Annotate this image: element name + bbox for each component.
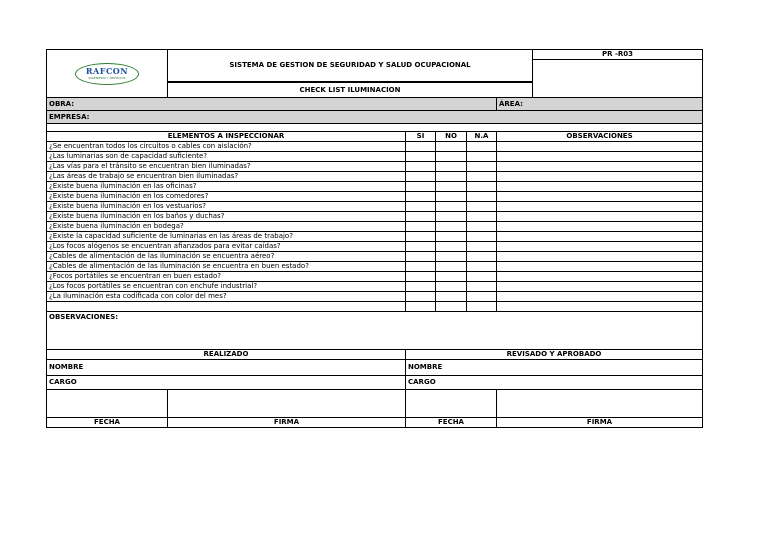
- item-question: ¿Cables de alimentación de las iluminación se encuentra en buen estado?: [47, 262, 406, 272]
- no-cell[interactable]: [436, 282, 467, 292]
- table-row: [47, 272, 703, 282]
- si-cell[interactable]: [406, 172, 436, 182]
- table-row: [47, 252, 703, 262]
- no-cell[interactable]: [436, 182, 467, 192]
- code-blank-cell: [533, 60, 703, 98]
- checklist-subtitle: CHECK LIST ILUMINACION: [168, 82, 533, 98]
- col-na: N.A: [467, 132, 497, 142]
- table-row: [47, 162, 703, 172]
- firma-label-realizado: FIRMA: [168, 418, 406, 428]
- table-row: [47, 152, 703, 162]
- observation-cell[interactable]: [497, 172, 703, 182]
- table-row: [47, 172, 703, 182]
- col-elementos: ELEMENTOS A INSPECCIONAR: [47, 132, 406, 142]
- no-cell[interactable]: [436, 212, 467, 222]
- table-row: [47, 302, 703, 312]
- no-cell[interactable]: [436, 162, 467, 172]
- si-cell[interactable]: [406, 212, 436, 222]
- observation-cell[interactable]: [497, 232, 703, 242]
- observation-cell[interactable]: [497, 202, 703, 212]
- observation-cell[interactable]: [497, 302, 703, 312]
- obra-field: OBRA:: [47, 98, 497, 111]
- checklist-table: [46, 49, 703, 428]
- item-question: ¿Existe buena iluminación en los baños y duchas?: [47, 212, 406, 222]
- table-row: [47, 292, 703, 302]
- si-cell[interactable]: [406, 162, 436, 172]
- na-cell[interactable]: [467, 192, 497, 202]
- fecha-label-revisado: FECHA: [406, 418, 497, 428]
- item-question: ¿Existe buena iluminación en los vestuarios?: [47, 202, 406, 212]
- si-cell[interactable]: [406, 262, 436, 272]
- si-cell[interactable]: [406, 192, 436, 202]
- firma-label-revisado: FIRMA: [497, 418, 703, 428]
- table-row: [47, 192, 703, 202]
- item-question: ¿Existe buena iluminación en bodega?: [47, 222, 406, 232]
- observation-cell[interactable]: [497, 262, 703, 272]
- no-cell[interactable]: [436, 262, 467, 272]
- col-no: NO: [436, 132, 467, 142]
- no-cell[interactable]: [436, 172, 467, 182]
- no-cell[interactable]: [436, 302, 467, 312]
- nombre-revisado[interactable]: NOMBRE: [406, 360, 703, 376]
- nombre-realizado[interactable]: NOMBRE: [47, 360, 406, 376]
- observation-cell[interactable]: [497, 272, 703, 282]
- na-cell[interactable]: [467, 302, 497, 312]
- document-code: PR -R03: [533, 50, 703, 60]
- item-question: ¿Las áreas de trabajo se encuentran bien iluminadas?: [47, 172, 406, 182]
- table-row: [47, 282, 703, 292]
- cargo-revisado[interactable]: CARGO: [406, 376, 703, 390]
- table-row: [47, 232, 703, 242]
- realizado-header: REALIZADO: [47, 350, 406, 360]
- no-cell[interactable]: [436, 142, 467, 152]
- no-cell[interactable]: [436, 222, 467, 232]
- observation-cell[interactable]: [497, 212, 703, 222]
- no-cell[interactable]: [436, 232, 467, 242]
- si-cell[interactable]: [406, 282, 436, 292]
- observation-cell[interactable]: [497, 162, 703, 172]
- area-field: ÁREA:: [497, 98, 703, 111]
- firma-realizado-box[interactable]: [168, 390, 406, 418]
- si-cell[interactable]: [406, 292, 436, 302]
- table-row: [47, 202, 703, 212]
- item-question: ¿Cables de alimentación de las iluminación se encuentra aéreo?: [47, 252, 406, 262]
- item-question: ¿Las luminarias son de capacidad suficiente?: [47, 152, 406, 162]
- rafcon-logo: RAFCON INGENIERIA Y SERVICIOS: [75, 63, 139, 85]
- na-cell[interactable]: [467, 292, 497, 302]
- na-cell[interactable]: [467, 262, 497, 272]
- observation-cell[interactable]: [497, 192, 703, 202]
- logo-cell: [47, 50, 168, 98]
- observation-cell[interactable]: [497, 252, 703, 262]
- no-cell[interactable]: [436, 152, 467, 162]
- si-cell[interactable]: [406, 152, 436, 162]
- na-cell[interactable]: [467, 202, 497, 212]
- item-question: ¿Existe buena iluminación en los comedores?: [47, 192, 406, 202]
- observation-cell[interactable]: [497, 182, 703, 192]
- table-row: [47, 142, 703, 152]
- na-cell[interactable]: [467, 252, 497, 262]
- si-cell[interactable]: [406, 252, 436, 262]
- col-observaciones: OBSERVACIONES: [497, 132, 703, 142]
- cargo-realizado[interactable]: CARGO: [47, 376, 406, 390]
- spacer-row: [47, 124, 703, 132]
- no-cell[interactable]: [436, 252, 467, 262]
- observation-cell[interactable]: [497, 142, 703, 152]
- observations-label: OBSERVACIONES:: [49, 313, 119, 321]
- na-cell[interactable]: [467, 232, 497, 242]
- fecha-realizado-box[interactable]: [47, 390, 168, 418]
- si-cell[interactable]: [406, 272, 436, 282]
- na-cell[interactable]: [467, 272, 497, 282]
- no-cell[interactable]: [436, 272, 467, 282]
- col-si: SI: [406, 132, 436, 142]
- item-question: ¿La iluminación esta codificada con color del mes?: [47, 292, 406, 302]
- item-question: ¿Los focos portátiles se encuentran con enchufe industrial?: [47, 282, 406, 292]
- table-row: [47, 182, 703, 192]
- firma-revisado-box[interactable]: [497, 390, 703, 418]
- item-question: ¿Existe buena iluminación en las oficinas?: [47, 182, 406, 192]
- table-row: [47, 212, 703, 222]
- si-cell[interactable]: [406, 302, 436, 312]
- item-question: ¿Focos portátiles se encuentran en buen estado?: [47, 272, 406, 282]
- item-question: ¿Los focos alógenos se encuentran afianzados para evitar caídas?: [47, 242, 406, 252]
- na-cell[interactable]: [467, 182, 497, 192]
- fecha-label-realizado: FECHA: [47, 418, 168, 428]
- empresa-field: EMPRESA:: [47, 111, 703, 124]
- checklist-sheet: [46, 49, 702, 428]
- table-row: [47, 242, 703, 252]
- na-cell[interactable]: [467, 282, 497, 292]
- no-cell[interactable]: [436, 202, 467, 212]
- table-row: [47, 222, 703, 232]
- item-question: ¿Se encuentran todos los circuitos o cables con aislación?: [47, 142, 406, 152]
- observation-cell[interactable]: [497, 292, 703, 302]
- no-cell[interactable]: [436, 242, 467, 252]
- observation-cell[interactable]: [497, 282, 703, 292]
- no-cell[interactable]: [436, 192, 467, 202]
- si-cell[interactable]: [406, 232, 436, 242]
- observation-cell[interactable]: [497, 222, 703, 232]
- fecha-revisado-box[interactable]: [406, 390, 497, 418]
- item-question-empty[interactable]: [47, 302, 406, 312]
- no-cell[interactable]: [436, 292, 467, 302]
- si-cell[interactable]: [406, 182, 436, 192]
- na-cell[interactable]: [467, 172, 497, 182]
- na-cell[interactable]: [467, 142, 497, 152]
- si-cell[interactable]: [406, 222, 436, 232]
- general-observations[interactable]: [47, 312, 703, 350]
- revisado-header: REVISADO Y APROBADO: [406, 350, 703, 360]
- si-cell[interactable]: [406, 242, 436, 252]
- si-cell[interactable]: [406, 202, 436, 212]
- document-title: SISTEMA DE GESTION DE SEGURIDAD Y SALUD OCUPACIONAL: [168, 50, 533, 83]
- na-cell[interactable]: [467, 212, 497, 222]
- si-cell[interactable]: [406, 142, 436, 152]
- na-cell[interactable]: [467, 162, 497, 172]
- table-row: [47, 262, 703, 272]
- na-cell[interactable]: [467, 222, 497, 232]
- observation-cell[interactable]: [497, 242, 703, 252]
- observation-cell[interactable]: [497, 152, 703, 162]
- na-cell[interactable]: [467, 152, 497, 162]
- item-question: ¿Las vías para el tránsito se encuentran bien iluminadas?: [47, 162, 406, 172]
- na-cell[interactable]: [467, 242, 497, 252]
- item-question: ¿Existe la capacidad suficiente de luminarias en las áreas de trabajo?: [47, 232, 406, 242]
